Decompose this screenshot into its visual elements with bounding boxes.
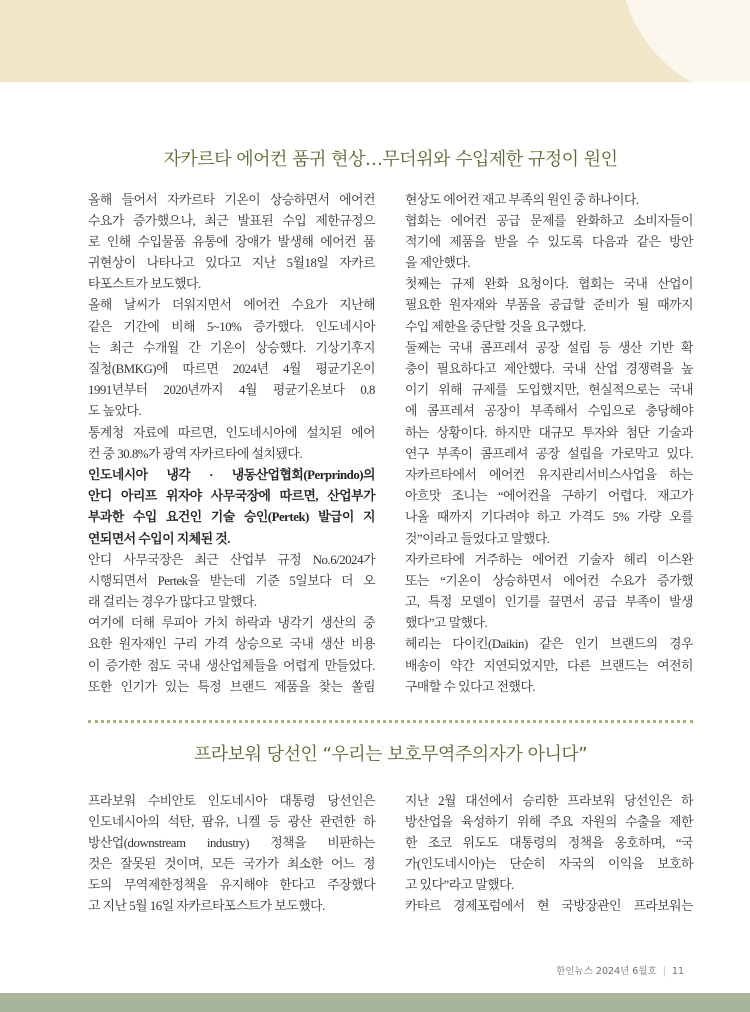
body-line: 도 높았다. bbox=[88, 404, 142, 419]
body-line: 을 제안했다. bbox=[405, 256, 471, 271]
body-line: 방산업을 육성하기 위해 주요 자원의 수출을 제한 bbox=[405, 814, 693, 829]
body-line: 에 콤프레셔 공장이 부족해서 수입으로 충당해야 bbox=[405, 404, 693, 419]
body-line-bold: 부과한 수입 요건인 기술 승인(Pertek) 발급이 지 bbox=[88, 510, 375, 525]
body-line: 인도네시아의 석탄, 팜유, 니켈 등 광산 관련한 하 bbox=[88, 814, 375, 829]
body-line: 연구 부족이 콤프레셔 공장 설립을 가로막고 있다. bbox=[405, 446, 693, 461]
article-1-title: 자카르타 에어컨 품귀 현상…무더위와 수입제한 규정이 원인 bbox=[163, 149, 618, 170]
body-line: 시행되면서 Pertek을 받는데 기준 5일보다 더 오 bbox=[88, 573, 375, 588]
body-line: 나올 때까지 기다려야 하고 가격도 5% 가량 오를 bbox=[405, 510, 693, 525]
body-line: 수입 제한을 중단할 것을 요구했다. bbox=[405, 319, 586, 334]
body-line: 카타르 경제포럼에서 현 국방장관인 프라보워는 bbox=[405, 898, 693, 913]
article-2-left-column bbox=[88, 791, 375, 917]
body-line: 고 지난 5월 16일 자카르타포스트가 보도했다. bbox=[88, 898, 325, 913]
body-line: 첫째는 규제 완화 요청이다. 협회는 국내 산업이 bbox=[405, 277, 693, 292]
body-line: 고 있다”라고 말했다. bbox=[405, 877, 514, 892]
body-line: 로 인해 수입물품 유통에 장애가 발생해 에어컨 품 bbox=[88, 234, 375, 249]
body-line-bold: 연되면서 수입이 지체된 것. bbox=[88, 531, 231, 546]
body-line: 요한 원자재인 구리 가격 상승으로 국내 생산 비용 bbox=[88, 637, 375, 652]
body-line: 방산업(downstream industry) 정책을 비판하는 bbox=[88, 835, 375, 850]
body-line: 구매할 수 있다고 전했다. bbox=[405, 679, 536, 694]
body-line: 는 최근 수개월 간 기온이 상승했다. 기상기후지 bbox=[88, 340, 375, 355]
article-2-right-column bbox=[405, 791, 693, 917]
body-line: 했다”고 말했다. bbox=[405, 616, 488, 631]
body-line: 질청(BMKG)에 따르면 2024년 4월 평균기온이 bbox=[88, 362, 375, 376]
body-line: 또는 “기온이 상승하면서 에어컨 수요가 증가했 bbox=[405, 573, 693, 588]
body-line: 둘째는 국내 콤프레셔 공장 설립 등 생산 기반 확 bbox=[405, 340, 693, 355]
body-line: 배송이 약간 지연되었지만, 다른 브랜드는 여전히 bbox=[405, 658, 693, 673]
body-line: 프라보워 수비안토 인도네시아 대통령 당선인은 bbox=[88, 793, 375, 808]
body-line: 컨 중 30.8%가 광역 자카르타에 설치됐다. bbox=[88, 446, 303, 461]
body-line: 이 증가한 점도 국내 생산업체들을 어렵게 만들었다. bbox=[88, 658, 375, 673]
body-line: 충이 필요하다고 제안했다. 국내 산업 경쟁력을 높 bbox=[405, 362, 693, 376]
body-line: 지난 2월 대선에서 승리한 프라보워 당선인은 하 bbox=[405, 793, 693, 808]
publication-label: 한인뉴스 2024년 6월호 bbox=[556, 966, 657, 977]
header-band bbox=[0, 0, 750, 82]
body-line: 헤리는 다이킨(Daikin) 같은 인기 브랜드의 경우 bbox=[405, 637, 693, 652]
body-line: 필요한 원자재와 부품을 공급할 준비가 될 때까지 bbox=[405, 298, 693, 313]
body-line: 올해 들어서 자카르타 기온이 상승하면서 에어컨 bbox=[88, 192, 375, 207]
article-2-title: 프라보워 당선인 “우리는 보호무역주의자가 아니다” bbox=[193, 744, 588, 765]
body-line-bold: 안디 아리프 위자야 사무국장에 따르면, 산업부가 bbox=[88, 489, 375, 504]
body-line: 올해 날씨가 더워지면서 에어컨 수요가 지난해 bbox=[88, 298, 375, 313]
body-line: 수요가 증가했으나, 최근 발표된 수입 제한규정으 bbox=[88, 213, 375, 228]
article-1-right-column bbox=[405, 190, 693, 699]
page-footer bbox=[556, 965, 684, 979]
body-line: 가(인도네시아)는 단순히 자국의 이익을 보호하 bbox=[405, 856, 693, 871]
body-line: 것”이라고 들었다고 말했다. bbox=[405, 531, 550, 546]
body-line: 통계청 자료에 따르면, 인도네시아에 설치된 에어 bbox=[88, 425, 375, 440]
body-line: 협회는 에어컨 공급 문제를 완화하고 소비자들이 bbox=[405, 213, 693, 228]
body-line: 이기 위해 규제를 도입했지만, 현실적으로는 국내 bbox=[405, 383, 693, 398]
article-1-left-column bbox=[88, 190, 375, 699]
body-line: 도의 무역제한정책을 유지해야 한다고 주장했다 bbox=[88, 877, 375, 892]
body-line: 1991년부터 2020년까지 4월 평균기온보다 0.8 bbox=[88, 383, 375, 398]
body-line: 또한 인기가 있는 특정 브랜드 제품을 찾는 쏠림 bbox=[88, 679, 375, 694]
body-line: 자카르타에 거주하는 에어컨 기술자 헤리 이스완 bbox=[405, 552, 693, 567]
body-line-bold: 인도네시아 냉각 · 냉동산업협회(Perprindo)의 bbox=[88, 467, 375, 482]
body-line: 같은 기간에 비해 5~10% 증가했다. 인도네시아 bbox=[88, 319, 375, 334]
body-line: 하는 상황이다. 하지만 대규모 투자와 첨단 기술과 bbox=[405, 425, 693, 440]
body-line: 타포스트가 보도했다. bbox=[88, 277, 201, 292]
dotted-separator bbox=[88, 720, 693, 723]
body-line: 여기에 더해 루피아 가치 하락과 냉각기 생산의 중 bbox=[88, 616, 375, 631]
body-line: 고, 특정 모델이 인기를 끌면서 공급 부족이 발생 bbox=[405, 595, 693, 610]
body-line: 안디 사무국장은 최근 산업부 규정 No.6/2024가 bbox=[88, 552, 375, 567]
body-line: 아흐맛 조니는 “에어컨을 구하기 어렵다. 재고가 bbox=[405, 489, 693, 504]
body-line: 귀현상이 나타나고 있다고 지난 5월18일 자카르 bbox=[88, 256, 375, 271]
body-line: 것은 잘못된 것이며, 모든 국가가 최소한 어느 정 bbox=[88, 856, 375, 871]
body-line: 적기에 제품을 받을 수 있도록 다음과 같은 방안 bbox=[405, 234, 693, 249]
page-number: 11 bbox=[671, 966, 684, 977]
body-line: 한 조코 위도도 대통령의 정책을 옹호하며, “국 bbox=[405, 835, 693, 850]
header-decor-circle bbox=[620, 0, 750, 82]
body-line: 자카르타에서 에어컨 유지관리서비스사업을 하는 bbox=[405, 467, 693, 482]
footer-divider: | bbox=[662, 966, 666, 977]
body-line: 래 걸리는 경우가 많다고 말했다. bbox=[88, 595, 257, 610]
body-line: 현상도 에어컨 재고 부족의 원인 중 하나이다. bbox=[405, 192, 639, 207]
footer-band bbox=[0, 993, 750, 1012]
